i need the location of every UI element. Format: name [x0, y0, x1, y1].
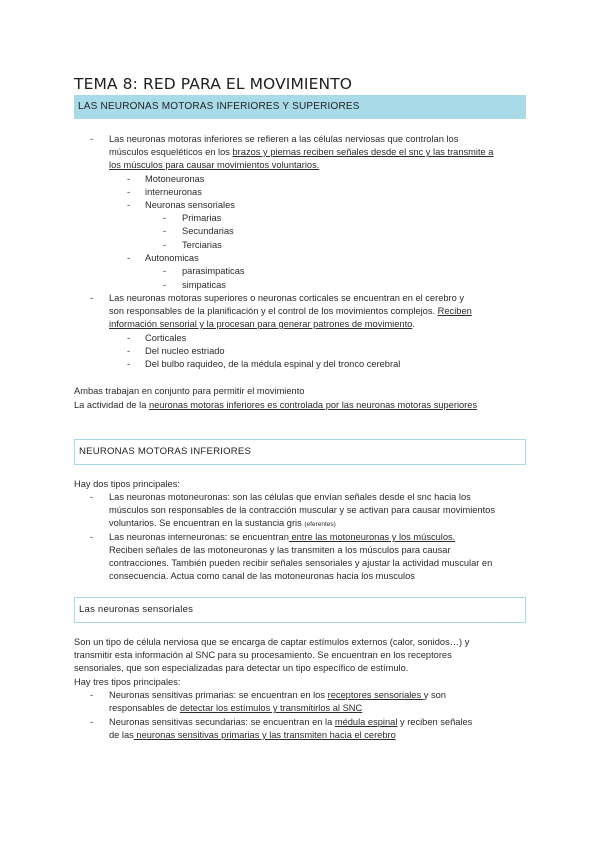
subsub-dash: - — [163, 213, 167, 223]
list-item: Del nucleo estriado — [145, 346, 225, 356]
subsub-dash: - — [163, 226, 167, 236]
list-item: Del bulbo raquideo, de la médula espinal y del tronco cerebral — [145, 359, 401, 369]
bullet-dash: - — [90, 293, 94, 303]
bullet-dash: - — [90, 690, 94, 700]
bullet1-line3: los músculos para causar movimientos voluntarios. — [109, 160, 320, 170]
list-item: Autonomicas — [145, 253, 199, 263]
section-heading-1: LAS NEURONAS MOTORAS INFERIORES Y SUPERIORES — [74, 95, 526, 119]
page-title: TEMA 8: RED PARA EL MOVIMIENTO — [74, 75, 353, 93]
subsub-dash: - — [163, 266, 167, 276]
list-item: parasimpaticas — [182, 266, 245, 276]
motoneurons-line3: voluntarios. Se encuentran en la sustancia gris (eferentes) — [109, 518, 336, 528]
paragraph: La actividad de la neuronas motoras inferiores es controlada por las neuronas motoras superiores — [74, 400, 478, 410]
list-item: Primarias — [182, 213, 222, 223]
bullet2-line1: Las neuronas motoras superiores o neuronas corticales se encuentran en el cerebro y — [109, 293, 465, 303]
interneurons-line3: contracciones. También pueden recibir señales sensoriales y ajustar la actividad muscular en — [109, 558, 493, 568]
list-item: Secundarias — [182, 226, 234, 236]
section-heading-3: Las neuronas sensoriales — [74, 597, 526, 623]
bullet-dash: - — [90, 492, 94, 502]
motoneurons-line2: músculos son responsables de la contracción muscular y se activan para causar movimientos — [109, 505, 496, 515]
sub-dash: - — [127, 187, 131, 197]
list-item: Corticales — [145, 333, 187, 343]
paragraph: Hay dos tipos principales: — [74, 479, 180, 489]
sub-dash: - — [127, 346, 131, 356]
sub-dash: - — [127, 174, 131, 184]
subsub-dash: - — [163, 240, 167, 250]
section-heading-2: NEURONAS MOTORAS INFERIORES — [74, 439, 526, 465]
list-item: Motoneuronas — [145, 174, 205, 184]
paragraph: Son un tipo de célula nerviosa que se encarga de captar estímulos externos (calor, sonidos…) y — [74, 637, 470, 647]
sensory-primary-line1: Neuronas sensitivas primarias: se encuentran en los receptores sensoriales y son — [109, 690, 446, 700]
sub-dash: - — [127, 359, 131, 369]
bullet1-line2: músculos esqueléticos en los brazos y piernas reciben señales desde el snc y las transmite a — [109, 147, 494, 157]
paragraph: Ambas trabajan en conjunto para permitir el movimiento — [74, 386, 305, 396]
motoneurons-line1: Las neuronas motoneuronas: son las células que envían señales desde el snc hacia los — [109, 492, 471, 502]
paragraph: transmitir esta información al SNC para su procesamiento. Se encuentran en los receptores — [74, 650, 452, 660]
sub-dash: - — [127, 253, 131, 263]
list-item: simpaticas — [182, 280, 226, 290]
bullet-dash: - — [90, 134, 94, 144]
sensory-secondary-line2: de las neuronas sensitivas primarias y las transmiten hacia el cerebro — [109, 730, 396, 740]
bullet-dash: - — [90, 717, 94, 727]
list-item: Neuronas sensoriales — [145, 200, 235, 210]
paragraph: sensoriales, que son especializadas para detectar un tipo específico de estímulo. — [74, 663, 409, 673]
interneurons-line2: Reciben señales de las motoneuronas y las transmiten a los músculos para causar — [109, 545, 451, 555]
interneurons-line4: consecuencia. Actua como canal de las motoneuronas hacia los musculos — [109, 571, 415, 581]
sub-dash: - — [127, 333, 131, 343]
sensory-secondary-line1: Neuronas sensitivas secundarias: se encuentran en la médula espinal y reciben señales — [109, 717, 473, 727]
bullet2-line2: son responsables de la planificación y el control de los movimientos complejos. Reciben — [109, 306, 472, 316]
subsub-dash: - — [163, 280, 167, 290]
sensory-primary-line2: responsables de detectar los estímulos y transmitirlos al SNC — [109, 703, 363, 713]
bullet1-line1: Las neuronas motoras inferiores se refieren a las células nerviosas que controlan los — [109, 134, 459, 144]
paragraph: Hay tres tipos principales: — [74, 677, 181, 687]
list-item: interneuronas — [145, 187, 202, 197]
bullet-dash: - — [90, 532, 94, 542]
bullet2-line3: información sensorial y la procesan para generar patrones de movimiento. — [109, 319, 415, 329]
sub-dash: - — [127, 200, 131, 210]
list-item: Terciarias — [182, 240, 222, 250]
interneurons-line1: Las neuronas interneuronas: se encuentran entre las motoneuronas y los músculos. — [109, 532, 456, 542]
